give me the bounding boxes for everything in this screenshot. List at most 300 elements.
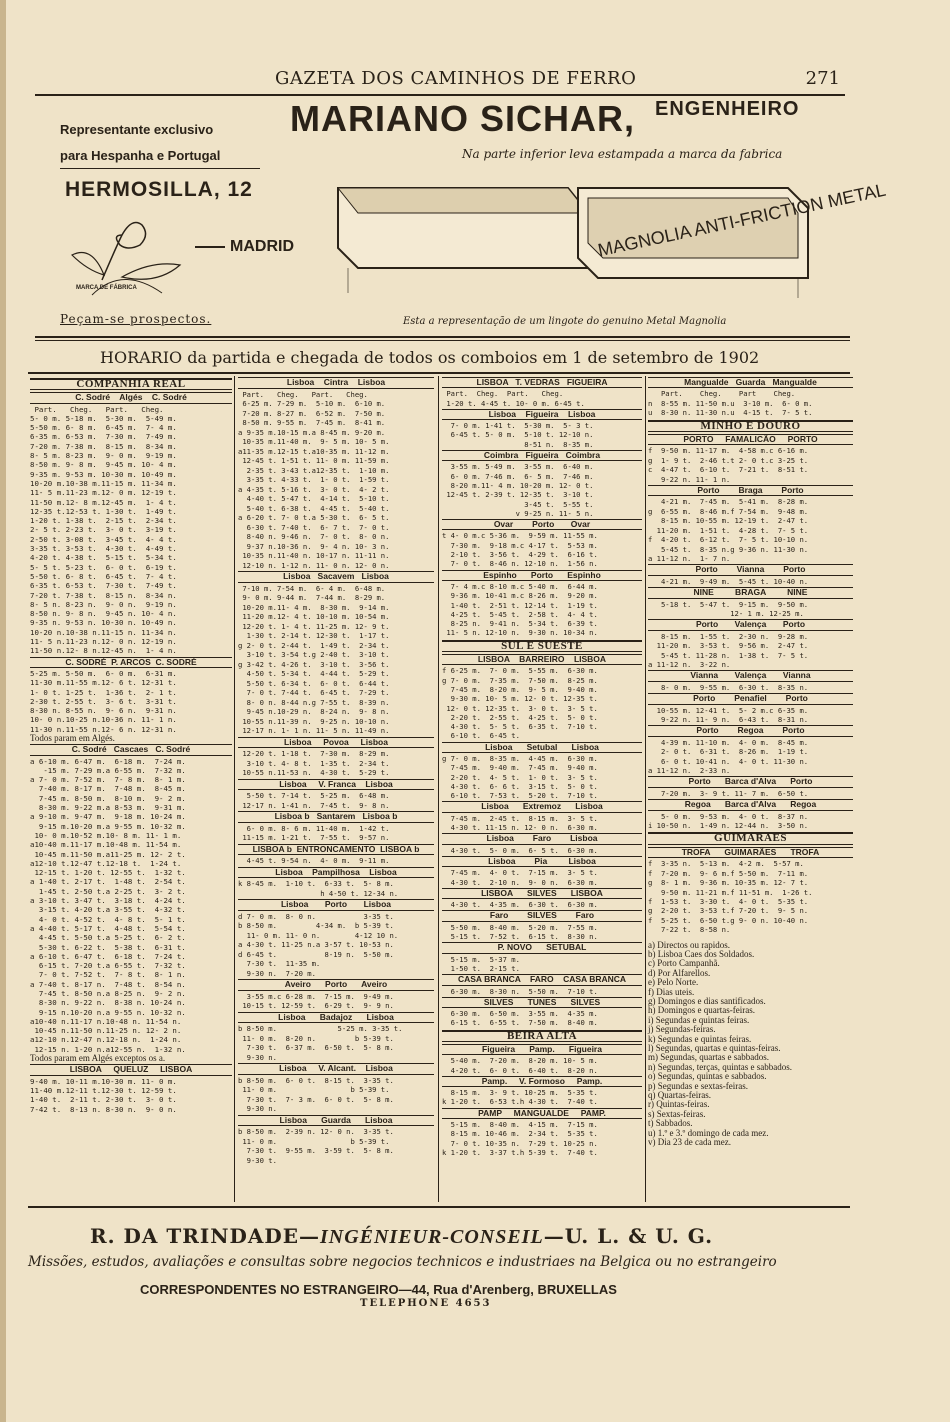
trindade-role: INGÉNIEUR-CONSEIL [319, 1226, 544, 1248]
timetable-row: 7-45 m. 4- 0 t. 7-15 m. 3- 5 t. [442, 868, 598, 878]
timetable-row: 11-50 n.12- 8 n.12-45 n. 1- 4 n. [30, 646, 177, 656]
timetable-row: 1-20 t. 1-38 t. 2-15 t. 2-34 t. [30, 516, 177, 526]
timetable-row: 4-39 m. 11-10 m. 4- 0 m. 8-45 m. [648, 737, 809, 747]
timetable-row: 8- 5 m. 8-23 m. 9- 0 m. 9-19 m. [30, 451, 177, 461]
timetable-row: 10-15 t. 12-59 t. 6-29 t. 9- 9 n. [238, 1001, 394, 1010]
timetable-row: g 2-20 t. 3-53 t.f 7-20 t. 9- 5 n. [648, 906, 809, 916]
timetable-row: d 6-45 t. 8-19 n. 5-50 m. [238, 949, 394, 959]
footnote: k) Segundas e quintas feiras. [648, 1033, 752, 1044]
timetable-column-4 [648, 376, 853, 1147]
route-header: SILVES TUNES SILVES [442, 997, 642, 1008]
timetable-row: v 9-25 n. 11- 5 n. [442, 508, 594, 518]
timetable-row: 1-40 t. 2-11 t. 2-30 t. 3- 0 t. [30, 1095, 177, 1105]
timetable-row: 5-45 t. 11-28 n. 1-38 t. 7- 5 t. [648, 650, 809, 660]
footnote: f) Dias uteis. [648, 986, 695, 997]
timetable-row: 11-20 m. 3-53 t. 9-56 m. 2-47 t. [648, 641, 809, 651]
timetable-row: 1- 0 t. 1-25 t. 1-36 t. 2- 1 t. [30, 687, 177, 697]
timetable-row: n 8-55 m. 11-50 m.u 3-10 m. 6- 0 m. [648, 398, 813, 408]
timetable-row: g 1- 9 t. 2-46 t.t 2- 0 t.c 3-25 t. [648, 455, 809, 465]
timetable-row: 11-40 m.12-11 t.12-30 t. 12-59 t. [30, 1085, 177, 1095]
timetable-row: 5- 0 m. 9-53 m. 4- 0 t. 8-37 n. [648, 811, 809, 821]
timetable-row: 4-20 t. 6- 0 t. 6-40 t. 8-20 n. [442, 1065, 598, 1075]
timetable-row: f 6-25 m. 7- 0 m. 5-55 m. 6-30 m. [442, 666, 598, 676]
timetable-row: 7-10 m. 7-54 m. 6- 4 m. 6-48 m. [238, 583, 386, 593]
timetable-row: 2-20 t. 4- 5 t. 1- 0 t. 3- 5 t. [442, 772, 598, 782]
timetable-column-3 [442, 376, 642, 1157]
route-header: C. Sodré Cascaes C. Sodré [30, 744, 232, 755]
timetable-row: 8-30 n. 9-22 n. 8-38 n. 10-24 n. [30, 998, 186, 1008]
timetable-row: a 11-12 n. 1- 7 n. [648, 553, 731, 563]
timetable-row: g 2- 0 t. 2-44 t. 1-49 t. 2-34 t. [238, 640, 390, 650]
timetable-row: 5-15 m. 8-40 m. 4-15 m. 7-15 m. [442, 1120, 598, 1130]
trindade-name: R. DA TRINDADE— [90, 1224, 320, 1248]
timetable-row: 11- 5 m.11-23 m.12- 0 m. 12-19 t. [30, 488, 177, 498]
timetable-row: 8-15 m. 10-46 m. 2-34 t. 5-35 t. [442, 1129, 598, 1139]
timetable-row: 11- 0 m. 8-20 n. b 5-39 t. [238, 1033, 394, 1043]
timetable-row: 6- 0 m. 8- 6 m. 11-40 m. 1-42 t. [238, 823, 390, 833]
route-header: Porto Braga Porto [648, 485, 853, 496]
timetable-row: 6-30 m. 8-30 n. 5-50 m. 7-10 t. [442, 986, 598, 996]
footnote: e) Pelo Norte. [648, 977, 699, 988]
timetable-row: 9-37 n.10-36 n. 9- 4 n. 10- 3 n. [238, 541, 390, 551]
timetable-row: a 11-12 n. 2-33 n. [648, 766, 731, 776]
journal-title: GAZETA DOS CAMINHOS DE FERRO [275, 68, 637, 89]
timetable-row: 4-45 t. 9-54 n. 4- 0 m. 9-11 m. [238, 856, 390, 865]
timetable-heading: HORARIO da partida e chegada de todos os comboios em 1 de setembro de 1902 [100, 348, 760, 367]
timetable-row: a 3-10 t. 3-47 t. 3-18 t. 4-24 t. [30, 896, 186, 906]
footnote: i) Segundas e quintas feiras. [648, 1014, 750, 1025]
timetable-row: 5-50 t. 6-34 t. 6- 0 t. 6-44 t. [238, 678, 390, 688]
column-divider [234, 376, 235, 1202]
timetable-row: 12-17 n. 1-41 n. 7-45 t. 9- 8 n. [238, 800, 390, 810]
footnote: o) Segundas, quintas e sabbados. [648, 1071, 767, 1082]
timetable-row: 3-35 t. 3-53 t. 4-30 t. 4-49 t. [30, 544, 177, 554]
column-divider [645, 376, 646, 1202]
footnote: Todos param em Algés exceptos os a. [30, 1053, 166, 1064]
route-header: LISBOA SILVES LISBOA [442, 888, 642, 899]
ad-tagline: Na parte inferior leva estampada a marca da fabrica [462, 147, 783, 161]
timetable-row: a 9-10 m. 9-47 m. 9-18 m. 10-24 m. [30, 812, 186, 822]
timetable-row: 5-50 m. 8-40 m. 5-20 m. 7-55 m. [442, 922, 598, 932]
timetable-row: 5-40 m. 7-20 m. 8-20 m. 10- 5 m. [442, 1056, 598, 1066]
timetable-row: 5- 0 m. 5-18 m. 5-30 m. 5-49 m. [30, 413, 177, 423]
route-header: Lisboa Povoa Lisboa [238, 737, 434, 749]
timetable-row: 4-25 t. 5-45 t. 2-58 t. 4- 4 t. [442, 609, 598, 619]
timetable-row: 9-22 n. 11- 1 n. [648, 474, 731, 484]
route-header: Lisboa Figueira Lisboa [442, 409, 642, 420]
timetable-row: 11-15 m. 1-21 t. 7-55 t. 9-57 n. [238, 833, 390, 842]
timetable-row: d 7- 0 m. 8- 0 n. 3-35 t. [238, 911, 394, 921]
footnote: j) Segundas-feiras. [648, 1024, 716, 1035]
timetable-row: 8-30 n. 8-55 n. 9- 6 n. 9-31 n. [30, 706, 177, 716]
route-header: C. SODRÉ P. ARCOS C. SODRÉ [30, 657, 232, 668]
timetable-row: a 4-35 t. 5-16 t. 3- 0 t. 4- 2 t. [238, 484, 390, 494]
footnote: r) Quintas-feiras. [648, 1099, 710, 1110]
timetable-row: 4- 0 t. 4-52 t. 4- 8 t. 5- 1 t. [30, 914, 186, 924]
timetable-row: 6-25 m. 7-29 m. 5-10 m. 6-10 m. [238, 399, 386, 408]
timetable-row: 3-10 t. 4- 8 t. 1-35 t. 2-34 t. [238, 758, 390, 768]
timetable-row: 7-40 m. 8-17 m. 7-48 m. 8-45 m. [30, 784, 186, 794]
timetable-row: 8-15 m. 3- 9 t. 10-25 m. 5-35 t. [442, 1088, 598, 1098]
timetable-row: 1-45 t. 2-50 t.a 2-25 t. 3- 2 t. [30, 886, 186, 896]
timetable-row: 10-45 n.11-50 n.11-25 n. 12- 2 n. [30, 1026, 182, 1036]
timetable-row: 3-15 t. 4-20 t.a 3-55 t. 4-32 t. [30, 905, 186, 915]
timetable-row: 3-55 m. 5-49 m. 3-55 m. 6-40 m. [442, 462, 594, 472]
timetable-row: 12-17 n. 1- 1 n. 11- 5 n. 11-49 n. [238, 726, 390, 735]
timetable-row: 9-15 n.10-20 n.a 9-55 n. 10-32 n. [30, 1007, 186, 1017]
timetable-row: 10- 0 m.10-52 m.10- 8 m. 11- 1 m. [30, 830, 182, 840]
footnote: l) Segundas, quartas e quintas-feiras. [648, 1043, 781, 1053]
timetable-row: g 7- 0 m. 7-35 m. 7-50 m. 8-25 m. [442, 675, 598, 685]
timetable-row: 4-30 t. 4-35 m. 6-30 t. 6-30 m. [442, 900, 598, 910]
route-header: CASA BRANCA FARO CASA BRANCA [442, 974, 642, 985]
timetable-row: 7-45 m. 8-50 m. 8-10 m. 9- 2 m. [30, 793, 186, 803]
timetable-row: 9-50 m. 11-21 m.f 11-51 m. 1-26 t. [648, 887, 813, 897]
timetable-row: 8- 0 m. 9-55 m. 6-30 t. 8-35 n. [648, 682, 809, 692]
route-header: Lisboa Setubal Lisboa [442, 742, 642, 753]
ad-bottom-rule-2 [35, 340, 850, 341]
timetable-row: 10-35 m.11-40 m. 9- 5 m. 10- 5 m. [238, 437, 390, 446]
route-header: Regoa Barca d'Alva Regoa [648, 799, 853, 810]
timetable-row: 2-30 t. 2-55 t. 3- 6 t. 3-31 t. [30, 696, 177, 706]
timetable-row: 5- 5 t. 5-23 t. 6- 0 t. 6-19 t. [30, 562, 177, 572]
timetable-row: 11-30 m.11-55 m.12- 6 t. 12-31 t. [30, 678, 177, 688]
ad-city: MADRID [230, 238, 294, 255]
timetable-row: 1-30 t. 2-14 t. 12-30 t. 1-17 t. [238, 631, 390, 640]
timetable-row: 9- 0 m. 9-44 m. 7-44 m. 8-29 m. [238, 593, 386, 602]
running-header [40, 68, 840, 92]
timetable-row: 9-15 m.10-20 m.a 9-55 m. 10-32 m. [30, 821, 186, 831]
metal-ingot-illustration [318, 168, 818, 303]
timetable-row: 7-20 m. 3- 9 t. 11- 7 m. 6-50 t. [648, 788, 809, 798]
timetable-row: 7- 0 t. 8-46 n. 12-10 n. 1-56 n. [442, 559, 598, 569]
timetable-row: 11-20 m.12- 4 t. 10-10 m. 10-54 m. [238, 612, 390, 621]
timetable-row: 10-55 m. 12-41 t. 5- 2 m.c 6-35 m. [648, 705, 809, 715]
route-header: Lisboa Sacavem Lisboa [238, 571, 434, 583]
timetable-row: 12-45 t. 1-51 t. 11- 0 m. 11-59 m. [238, 456, 390, 465]
timetable-row: u 8-30 n. 11-30 n.u 4-15 t. 7- 5 t. [648, 408, 813, 418]
route-header: LISBOA T. VEDRAS FIGUEIRA [442, 377, 642, 388]
timetable-row: 2-50 t. 3-08 t. 3-45 t. 4- 4 t. [30, 534, 177, 544]
timetable-row: k 8-45 m. 1-10 t. 6-33 t. 5- 8 m. [238, 879, 394, 888]
route-header: Lisboa Badajoz Lisboa [238, 1012, 434, 1024]
route-header: PAMP MANGUALDE PAMP. [442, 1108, 642, 1119]
timetable-row: 10-55 n.11-39 n. 9-25 n. 10-10 n. [238, 716, 390, 726]
timetable-row: 8-25 n. 9-41 n. 5-34 t. 6-39 t. [442, 619, 598, 629]
ad-bottom-rule [35, 336, 850, 338]
timetable-row: 10-20 m.11- 4 m. 8-30 m. 9-14 m. [238, 602, 390, 612]
logo-mark-label: MARCA DE FÁBRICA [76, 285, 137, 291]
ad-dash [195, 246, 225, 248]
timetable-row: f 7-20 m. 9- 6 m.f 5-50 m. 7-11 m. [648, 868, 809, 878]
timetable-row: 8-15 m. 1-55 t. 2-30 n. 9-28 m. [648, 631, 809, 641]
timetable-row: 1-50 t. 2-15 t. [442, 963, 520, 973]
ingot-caption: Esta a representação de um lingote do genuino Metal Magnolia [403, 316, 727, 327]
ad-prospectos: Peçam-se prospectos. [60, 312, 212, 326]
timetable-row: h 4-50 t. 12-34 n. [238, 888, 399, 898]
page-number: 271 [805, 68, 840, 89]
footnote: p) Segundas e sextas-feiras. [648, 1080, 748, 1091]
timetable-row: 6-10 t. 7-53 t. 5-20 t. 7-10 t. [442, 791, 598, 801]
timetable-row: a 6-10 m. 6-47 m. 6-18 m. 7-24 m. [30, 756, 186, 766]
trindade-services: Missões, estudos, avaliações e consultas sobre negocios technicos e industriaes na Belgica ou no estrangeiro [28, 1254, 777, 1270]
route-header: LISBOA BARREIRO LISBOA [442, 654, 642, 665]
timetable-row: 2-10 t. 3-56 t. 4-29 t. 6-16 t. [442, 550, 598, 560]
timetable-row: 7-30 t. 11-35 m. [238, 959, 321, 968]
timetable-row: a 6-10 t. 6-47 t. 6-18 t. 7-24 t. [30, 951, 186, 961]
timetable-row: 11-50 m.12- 8 m.12-45 m. 1- 4 t. [30, 497, 177, 507]
route-header: Porto Penafiel Porto [648, 693, 853, 704]
timetable-row: 8- 0 n. 8-44 n.g 7-55 t. 8-39 n. [238, 697, 390, 707]
timetable-row: 2- 0 t. 6-31 t. 8-26 m. 1-19 t. [648, 747, 809, 757]
route-header: C. Sodré Algés C. Sodré [30, 392, 232, 403]
route-header: LISBOA QUELUZ LISBOA [30, 1064, 232, 1075]
timetable-row: 9-35 n. 9-53 n. 10-30 n. 10-49 n. [30, 618, 177, 628]
timetable-row: 11- 0 m. b 5-39 t. [238, 1085, 390, 1094]
ingot-lettering: MAGNOLIA ANTI-FRICTION METAL [596, 179, 888, 261]
timetable-row: 7-42 t. 8-13 n. 8-30 n. 9- 0 n. [30, 1104, 177, 1114]
timetable-row: 6-45 t. 5- 0 m. 5-10 t. 12-10 n. [442, 430, 594, 440]
timetable-row: f 3-35 n. 5-13 m. 4-2 m. 5-57 m. [648, 859, 804, 869]
timetable-row: 10-45 m.11-50 m.a11-25 m. 12- 2 t. [30, 849, 186, 859]
timetable-row: 12- 1 m. 12-25 m. [648, 608, 804, 618]
timetable-row: 3-10 t. 3-54 t.g 2-40 t. 3-10 t. [238, 650, 390, 659]
ad-representative: Representante exclusivo [60, 122, 214, 137]
timetable-row: 3-45 t. 5-55 t. [442, 499, 594, 509]
route-header: Lisboa Guarda Lisboa [238, 1115, 434, 1127]
timetable-row: 8-20 m.11- 4 m. 10-20 m. 12- 0 t. [442, 480, 594, 490]
timetable-row: a 4-30 t. 11-25 n.a 3-57 t. 10-53 n. [238, 940, 394, 949]
timetable-row: 7-45 t. 8-50 n.a 8-25 n. 9- 2 n. [30, 989, 186, 998]
timetable-row: 6-30 m. 6-50 m. 3-55 m. 4-35 m. [442, 1009, 598, 1019]
route-header: Porto Vianna Porto [648, 564, 853, 575]
timetable-row: 5-50 t. 7-14 t. 5-25 m. 6-48 m. [238, 791, 390, 800]
timetable-row: f 1-53 t. 3-30 t. 4- 0 t. 5-35 t. [648, 896, 809, 906]
timetable-row: 8-50 m. 9- 8 m. 9-45 m. 10- 4 m. [30, 460, 177, 470]
route-header: Lisboa V. Alcant. Lisboa [238, 1063, 434, 1075]
timetable-row: 5-45 t. 8-35 n.g 9-36 n. 11-30 n. [648, 544, 809, 554]
footnote: v) Dia 23 de cada mez. [648, 1137, 731, 1148]
route-header: Aveiro Porto Aveiro [238, 979, 434, 991]
timetable-row: 4-30 t. 11-15 n. 12- 0 n. 6-30 m. [442, 823, 598, 833]
timetable-row: 8-51 n. 8-35 m. [442, 439, 594, 449]
timetable-row: f 9-50 m. 11-17 m. 4-58 m.c 6-16 m. [648, 446, 809, 456]
footnote: q) Quartas-feiras. [648, 1090, 711, 1101]
timetable-row: 11- 0 m. 11- 0 n. 4-12 10 n. [238, 930, 399, 940]
route-header: Coimbra Figueira Coimbra [442, 450, 642, 461]
route-header: Pamp. V. Formoso Pamp. [442, 1076, 642, 1087]
route-header: TROFA GUIMARÃES TROFA [648, 847, 853, 858]
ad-region: para Hespanha e Portugal [60, 148, 221, 163]
timetable-row: 6-15 t. 7-20 t.a 6-55 t. 7-32 t. [30, 961, 186, 971]
route-header: Porto Regoa Porto [648, 725, 853, 736]
column-divider [438, 376, 439, 1202]
timetable-row: 3-35 t. 4-33 t. 1- 0 t. 1-59 t. [238, 475, 390, 484]
timetable-row: Part. Cheg. Part. Cheg. [30, 404, 164, 414]
timetable-row: a12-10 n.12-47 n.12-18 n. 1-24 n. [30, 1035, 182, 1045]
timetable-row: 12-45 t. 2-39 t. 12-35 t. 3-10 t. [442, 490, 594, 500]
timetable-row: -15 m. 7-29 m.a 6-55 m. 7-32 m. [30, 765, 186, 775]
timetable-row: 7-30 t. 9-55 m. 3-59 t. 5- 8 m. [238, 1146, 394, 1155]
route-header: Ovar Porto Ovar [442, 519, 642, 530]
timetable-row: a 1-40 t. 2-17 t. 1-48 t. 2-54 t. [30, 877, 186, 887]
timetable-row: f 5-25 t. 6-50 t.g 9- 0 n. 10-40 n. [648, 915, 809, 925]
footnote: t) Sabbados. [648, 1118, 693, 1129]
timetable-row: 9-30 n. [238, 1052, 277, 1062]
timetable-row: a 11-12 n. 3-22 n. [648, 659, 731, 669]
binding-edge [0, 0, 6, 1422]
route-header: Lisboa V. Franca Lisboa [238, 779, 434, 791]
timetable-row: i 10-50 n. 1-49 n. 12-44 n. 3-50 n. [648, 821, 809, 831]
timetable-row: 4-45 t. 5-50 t.a 5-25 t. 6- 2 t. [30, 933, 186, 943]
timetable-row: 5-15 t. 7-52 t. 6-15 t. 8-30 n. [442, 932, 598, 942]
timetable-row: 7-22 t. 8-58 n. [648, 925, 731, 935]
timetable-row: 1-20 t. 4-45 t. 10- 0 m. 6-45 t. [442, 398, 585, 408]
timetable-row: f 4-20 t. 6-12 t. 7- 5 t. 10-10 n. [648, 535, 809, 545]
timetable-row: b 8-50 m. 2-39 n. 12- 0 n. 3-35 t. [238, 1127, 394, 1136]
timetable-row: 5-30 t. 6-22 t. 5-38 t. 6-31 t. [30, 942, 186, 952]
section-title: BEIRA ALTA [442, 1030, 642, 1042]
footnote: c) Porto Campanhã. [648, 958, 720, 969]
timetable-row: k 1-20 t. 3-37 t.h 5-39 t. 7-40 t. [442, 1147, 598, 1157]
timetable-column-2 [238, 376, 434, 1165]
trindade-title [90, 1224, 713, 1249]
timetable-row: 7-30 t. 7- 3 m. 6- 0 t. 5- 8 m. [238, 1094, 394, 1104]
route-header: LISBOA b ENTRONCAMENTO LISBOA b [238, 844, 434, 856]
timetable-row: 10-55 n.11-53 n. 4-30 t. 5-29 t. [238, 768, 390, 777]
timetable-row: 10-35 n.11-40 n. 10-17 n. 11-11 n. [238, 551, 390, 560]
timetable-row: 7- 0 t. 7-44 t. 6-45 t. 7-29 t. [238, 688, 390, 697]
route-header: Figueira Pamp. Figueira [442, 1044, 642, 1055]
timetable-row: 12-20 t. 1-18 t. 7-30 m. 8-29 m. [238, 749, 390, 758]
timetable-row: 8-15 m. 10-55 m. 12-19 t. 2-47 t. [648, 516, 809, 526]
trindade-degrees: —U. L. & U. G. [543, 1224, 714, 1248]
timetable-row: 9-22 n. 11- 9 n. 6-43 t. 8-31 n. [648, 715, 809, 724]
timetable-row: 8-50 n. 9- 8 n. 9-45 n. 10- 4 n. [30, 609, 177, 619]
route-header: Lisboa Pampilhosa Lisboa [238, 867, 434, 879]
header-rule [35, 94, 845, 96]
footnote: g) Domingos e dias santificados. [648, 995, 766, 1006]
timetable-row: 9-35 m. 9-53 m. 10-30 m. 10-49 m. [30, 469, 177, 479]
route-header: Lisboa Porto Lisboa [238, 899, 434, 911]
timetable-row: a10-40 n.11-17 n.10-48 n. 11-54 n. [30, 1016, 182, 1026]
timetable-row: b 8-50 m. 6- 0 t. 8-15 t. 3-35 t. [238, 1075, 394, 1085]
ad-brand-title: ENGENHEIRO [655, 98, 800, 120]
trindade-telephone: TELEPHONE 4653 [360, 1298, 492, 1309]
timetable-row: 7- 0 m. 1-41 t. 5-30 m. 5- 3 t. [442, 421, 594, 431]
timetable-row: 4-50 t. 5-34 t. 4-44 t. 5-29 t. [238, 669, 390, 678]
timetable-column-1 [30, 376, 232, 1114]
timetable-row: 4-21 m. 9-49 m. 5-45 t. 10-40 n. [648, 576, 809, 586]
footnote: u) 1.º e 3.º domingo de cada mez. [648, 1127, 769, 1138]
route-header: Espinho Porto Espinho [442, 570, 642, 581]
timetable-row: 10- 0 n.10-25 n.10-36 n. 11- 1 n. [30, 715, 177, 725]
timetable-row: 6-35 m. 6-53 m. 7-30 m. 7-49 m. [30, 432, 177, 442]
timetable-row: 4-30 t. 6- 6 t. 3-15 t. 5- 0 t. [442, 781, 598, 791]
timetable-row: g 6-55 m. 8-46 m.f 7-54 m. 9-48 m. [648, 506, 809, 516]
timetable-row: 12-10 n. 1-12 n. 11- 0 n. 12- 0 n. [238, 560, 390, 570]
timetable-row: a 4-40 t. 5-17 t. 4-48 t. 5-54 t. [30, 923, 186, 933]
timetable-row: 4-30 t. 2-10 n. 9- 0 n. 6-30 m. [442, 877, 598, 887]
footnote: d) Por Alfarellos. [648, 967, 711, 978]
timetable-row: 7-45 m. 8-20 m. 9- 5 m. 9-40 m. [442, 684, 598, 694]
timetable-row: g 7- 0 m. 8-35 m. 4-45 m. 6-30 m. [442, 753, 598, 763]
route-header: NINE BRAGA NINE [648, 587, 853, 598]
timetable-row: 6-15 t. 6-55 t. 7-50 m. 8-40 m. [442, 1018, 598, 1028]
timetable-row: 11- 0 m. b 5-39 t. [238, 1136, 390, 1146]
timetable-row: 5-15 m. 5-37 m. [442, 954, 520, 964]
timetable-row: 4-30 t. 5- 0 m. 6- 5 t. 6-30 m. [442, 845, 598, 855]
timetable-row: 7-20 m. 8-27 m. 6-52 m. 7-50 m. [238, 408, 386, 418]
timetable-row: 7-45 m. 2-45 t. 8-15 m. 3- 5 t. [442, 813, 598, 823]
footnote: m) Segundas, quartas e sabbados. [648, 1052, 769, 1063]
timetable-row: 9-40 m. 10-11 m.10-30 m. 11- 0 m. [30, 1076, 177, 1086]
footnote: n) Segundas, terças, quintas e sabbados. [648, 1061, 792, 1072]
route-header: Lisboa Cintra Lisboa [238, 377, 434, 389]
timetable-row: 2-20 t. 2-55 t. 4-25 t. 5- 0 t. [442, 712, 598, 722]
timetable-row: 5-40 t. 6-38 t. 4-45 t. 5-40 t. [238, 503, 390, 513]
timetable-row: 12-20 t. 1- 4 t. 11-25 m. 12- 9 t. [238, 621, 390, 631]
timetable-row: a 7-40 t. 8-17 n. 7-48 t. 8-54 n. [30, 979, 186, 989]
timetable-row: 7-20 m. 7-38 m. 8-15 m. 8-34 m. [30, 441, 177, 451]
timetable-row: t 4- 0 m.c 5-36 m. 9-59 m. 11-55 m. [442, 531, 598, 541]
timetable-row: 8-30 m. 9-22 m.a 8-53 m. 9-31 m. [30, 803, 186, 813]
timetable-row: 6-35 t. 6-53 t. 7-30 t. 7-49 t. [30, 581, 177, 591]
timetable-row: 9-30 n. 7-20 m. [238, 968, 316, 978]
timetable-row: 12- 0 t. 12-35 t. 3- 0 t. 3- 5 t. [442, 703, 598, 713]
timetable-row: 11-20 m. 1-51 t. 4-28 t. 7- 5 t. [648, 525, 809, 535]
route-header: Mangualde Guarda Mangualde [648, 377, 853, 388]
timetable-row: 8- 5 n. 8-23 n. 9- 0 n. 9-19 n. [30, 599, 177, 609]
ad-brand: MARIANO SICHAR, [290, 98, 635, 139]
route-header: Lisboa Pia Lisboa [442, 856, 642, 867]
timetable-row: 9-36 m. 10-41 m.c 8-26 m. 9-20 m. [442, 591, 598, 601]
timetable-row: 2-35 t. 3-43 t.a12-35 t. 1-10 m. [238, 465, 390, 475]
timetable-row: 9-30 n. [238, 1104, 277, 1113]
timetable-row: 7- 4 m.c 8-10 m.c 5-40 m. 6-44 m. [442, 581, 598, 591]
timetable-row: 3-55 m.c 6-28 m. 7-15 m. 9-49 m. [238, 991, 394, 1001]
timetable-row: 12-15 n. 1-20 n.a12-55 n. 1-32 n. [30, 1044, 186, 1054]
timetable-row: 8-40 n. 9-46 n. 7- 0 t. 8- 0 n. [238, 532, 390, 541]
timetable-row: 7- 0 t. 10-35 n. 7-29 t. 10-25 n. [442, 1138, 598, 1148]
route-header: Lisboa b Santarem Lisboa b [238, 811, 434, 823]
footnote: s) Sextas-feiras. [648, 1108, 706, 1119]
footnote: h) Domingos e quartas-feiras. [648, 1005, 755, 1016]
timetable-row: 5-18 t. 5-47 t. 9-15 m. 9-50 m. [648, 599, 809, 609]
timetable-row: 11-30 n.11-55 n.12- 6 n. 12-31 n. [30, 724, 177, 734]
timetable-row: a12-10 t.12-47 t.12-18 t. 1-24 t. [30, 858, 182, 868]
timetable-row: g 8- 1 m. 9-36 m. 10-35 m. 12- 7 t. [648, 878, 809, 888]
timetable-row: 12-15 t. 1-20 t. 12-55 t. 1-32 t. [30, 868, 186, 878]
timetable-row: 9-30 m. 10- 5 m. 12- 0 t. 12-35 t. [442, 694, 598, 704]
ad-address: HERMOSILLA, 12 [65, 178, 253, 201]
timetable-row: 8-50 m. 9-55 m. 7-45 m. 8-41 m. [238, 418, 386, 427]
timetable-row: 11- 5 n.11-23 n.12- 0 n. 12-19 n. [30, 637, 177, 647]
timetable-row: a10-40 m.11-17 m.10-48 m. 11-54 m. [30, 840, 182, 850]
timetable-row: Part. Cheg. Part. Cheg. [442, 389, 564, 399]
route-header: Porto Barca d'Alva Porto [648, 776, 853, 787]
route-header: Faro SILVES Faro [442, 910, 642, 921]
route-header: Vianna Valença Vianna [648, 670, 853, 681]
timetable-row: a 7- 0 m. 7-52 m. 7- 8 m. 8- 1 m. [30, 775, 186, 785]
timetable-row: g 3-42 t. 4-26 t. 3-10 t. 3-56 t. [238, 659, 390, 669]
timetable-row: 7-30 m. 9-18 m.c 4-17 t. 5-53 m. [442, 540, 598, 550]
timetable-bottom-rule [28, 1206, 850, 1208]
timetable-row: 6-30 t. 7-40 t. 6- 7 t. 7- 0 t. [238, 522, 390, 532]
timetable-row: 7-45 m. 9-40 m. 7-45 m. 9-40 m. [442, 763, 598, 773]
timetable-row: 10-20 n.10-38 n.11-15 n. 11-34 n. [30, 627, 177, 637]
timetable-row: 4-40 t. 5-47 t. 4-14 t. 5-10 t. [238, 494, 390, 503]
